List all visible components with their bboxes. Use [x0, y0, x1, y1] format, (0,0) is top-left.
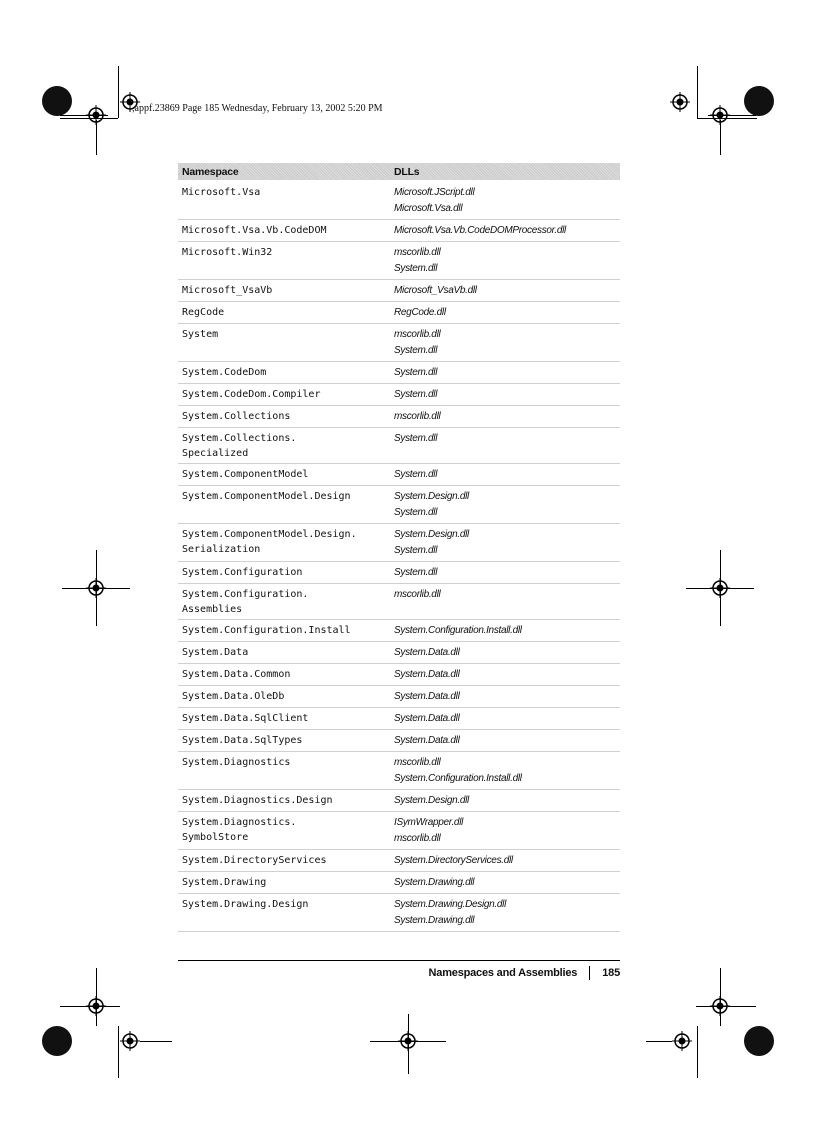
registration-crosshair-icon [672, 1031, 692, 1051]
table-row [178, 790, 620, 812]
table-row [178, 524, 620, 562]
dll-name: System.Configuration.Install.dll [394, 773, 522, 784]
dll-name: System.dll [394, 567, 438, 578]
dll-name: System.dll [394, 367, 438, 378]
dll-cell [394, 527, 620, 559]
table-row [178, 642, 620, 664]
dll-cell [394, 623, 620, 639]
registration-crosshair-icon [120, 1031, 140, 1051]
table-row [178, 384, 620, 406]
footer-separator [589, 966, 590, 980]
table-row [178, 730, 620, 752]
namespace-cell: System.Drawing.Design [182, 899, 309, 910]
namespace-cell: System.ComponentModel [182, 469, 309, 480]
dll-name: System.dll [394, 345, 438, 356]
running-footer-title: Namespaces and Assemblies [428, 967, 578, 979]
table-row [178, 242, 620, 280]
dll-name: mscorlib.dll [394, 411, 441, 422]
namespace-cell: System.CodeDom.Compiler [182, 389, 321, 400]
crop-line [697, 1026, 698, 1078]
dll-name: RegCode.dll [394, 307, 446, 318]
dll-name: Microsoft_VsaVb.dll [394, 285, 477, 296]
namespace-cell: System.ComponentModel.Design [182, 491, 351, 502]
dll-name: mscorlib.dll [394, 247, 441, 258]
table-row [178, 486, 620, 524]
dll-name: System.Configuration.Install.dll [394, 625, 522, 636]
namespace-cell: Microsoft_VsaVb [182, 285, 273, 296]
namespace-cell: System.DirectoryServices [182, 855, 327, 866]
namespace-cell: System.Data [182, 647, 249, 658]
namespace-cell: Microsoft.Win32 [182, 247, 273, 258]
dll-cell [394, 755, 620, 787]
crop-line [140, 1041, 172, 1042]
namespace-cell: System.Configuration [182, 567, 303, 578]
dll-cell [394, 223, 620, 239]
column-header-dlls: DLLs [394, 165, 420, 178]
namespace-cell: System.Data.OleDb [182, 691, 285, 702]
print-slug: ,appf.23869 Page 185 Wednesday, February 13, 2002 5:20 PM [132, 103, 383, 114]
dll-cell [394, 733, 620, 749]
namespace-cell: Microsoft.Vsa.Vb.CodeDOM [182, 225, 327, 236]
namespace-cell: System.Data.SqlTypes [182, 735, 303, 746]
dll-name: System.DirectoryServices.dll [394, 855, 513, 866]
dll-cell [394, 489, 620, 521]
registration-blob-icon [42, 1026, 72, 1056]
table-row [178, 812, 620, 850]
registration-crosshair-icon [670, 92, 690, 112]
dll-name: System.Drawing.dll [394, 877, 475, 888]
dll-name: System.Drawing.dll [394, 915, 475, 926]
table-row [178, 182, 620, 220]
namespace-cell: RegCode [182, 307, 225, 318]
table-row [178, 664, 620, 686]
dll-name: mscorlib.dll [394, 833, 441, 844]
namespace-cell: System.CodeDom [182, 367, 267, 378]
crop-line [118, 1026, 119, 1078]
namespace-cell: System.Data.Common [182, 669, 291, 680]
crop-line [60, 115, 108, 116]
namespace-table [178, 163, 620, 932]
table-row [178, 428, 620, 464]
dll-name: System.dll [394, 389, 438, 400]
table-body [178, 182, 620, 932]
dll-cell [394, 875, 620, 891]
registration-blob-icon [744, 1026, 774, 1056]
namespace-cell: System.Data.SqlClient [182, 713, 309, 724]
crop-line [697, 66, 698, 118]
table-row [178, 362, 620, 384]
table-row [178, 708, 620, 730]
dll-cell [394, 565, 620, 581]
dll-cell [394, 327, 620, 359]
dll-cell [394, 587, 620, 617]
namespace-cell: System.Collections. Specialized [182, 433, 297, 459]
dll-name: Microsoft.JScript.dll [394, 187, 475, 198]
namespace-cell: System.Diagnostics. SymbolStore [182, 817, 297, 843]
crop-line [96, 120, 97, 155]
dll-name: mscorlib.dll [394, 329, 441, 340]
dll-name: Microsoft.Vsa.dll [394, 203, 463, 214]
dll-name: System.Data.dll [394, 669, 460, 680]
table-row [178, 324, 620, 362]
dll-cell [394, 305, 620, 321]
namespace-cell: System.Diagnostics [182, 757, 291, 768]
dll-cell [394, 185, 620, 217]
dll-cell [394, 431, 620, 461]
crop-line [96, 968, 97, 1026]
namespace-cell: System.Diagnostics.Design [182, 795, 333, 806]
crop-line [62, 588, 130, 589]
dll-cell [394, 711, 620, 727]
dll-cell [394, 387, 620, 403]
crop-line [60, 1006, 120, 1007]
dll-cell [394, 815, 620, 847]
dll-name: System.dll [394, 507, 438, 518]
footer-rule [178, 960, 620, 961]
dll-name: System.dll [394, 433, 438, 444]
dll-cell [394, 245, 620, 277]
namespace-cell: Microsoft.Vsa [182, 187, 261, 198]
page-number: 185 [602, 967, 620, 979]
dll-name: System.Drawing.Design.dll [394, 899, 506, 910]
table-row [178, 872, 620, 894]
table-row [178, 220, 620, 242]
table-row [178, 752, 620, 790]
dll-name: System.Data.dll [394, 691, 460, 702]
dll-name: System.Data.dll [394, 647, 460, 658]
dll-name: Microsoft.Vsa.Vb.CodeDOMProcessor.dll [394, 225, 566, 236]
dll-name: System.dll [394, 469, 438, 480]
crop-line [720, 968, 721, 1026]
table-row [178, 686, 620, 708]
crop-line [686, 588, 754, 589]
namespace-cell: System.ComponentModel.Design. Serialization [182, 529, 357, 555]
dll-name: System.dll [394, 263, 438, 274]
dll-name: System.Data.dll [394, 735, 460, 746]
dll-cell [394, 409, 620, 425]
table-row [178, 620, 620, 642]
crop-line [646, 1041, 672, 1042]
dll-name: System.Design.dll [394, 795, 469, 806]
table-row [178, 464, 620, 486]
table-row [178, 302, 620, 324]
registration-blob-icon [42, 86, 72, 116]
dll-cell [394, 467, 620, 483]
crop-line [696, 1006, 756, 1007]
table-row [178, 406, 620, 428]
dll-cell [394, 853, 620, 869]
table-row [178, 562, 620, 584]
page-footer [429, 966, 620, 980]
table-row [178, 894, 620, 932]
crop-line [720, 120, 721, 155]
dll-name: mscorlib.dll [394, 589, 441, 600]
dll-cell [394, 689, 620, 705]
dll-cell [394, 645, 620, 661]
namespace-cell: System.Collections [182, 411, 291, 422]
dll-name: System.dll [394, 545, 438, 556]
table-row [178, 584, 620, 620]
namespace-cell: System.Drawing [182, 877, 267, 888]
dll-cell [394, 793, 620, 809]
registration-blob-icon [744, 86, 774, 116]
dll-cell [394, 667, 620, 683]
table-header [178, 163, 620, 180]
crop-line [408, 1014, 409, 1074]
dll-name: System.Design.dll [394, 529, 469, 540]
dll-name: ISymWrapper.dll [394, 817, 464, 828]
crop-line [118, 66, 119, 118]
dll-name: mscorlib.dll [394, 757, 441, 768]
dll-cell [394, 897, 620, 929]
dll-name: System.Design.dll [394, 491, 469, 502]
namespace-cell: System.Configuration.Install [182, 625, 351, 636]
table-row [178, 850, 620, 872]
column-header-namespace: Namespace [182, 165, 239, 178]
dll-name: System.Data.dll [394, 713, 460, 724]
dll-cell [394, 283, 620, 299]
namespace-cell: System.Configuration. Assemblies [182, 589, 309, 615]
namespace-cell: System [182, 329, 219, 340]
table-row [178, 280, 620, 302]
dll-cell [394, 365, 620, 381]
crop-line [708, 115, 756, 116]
